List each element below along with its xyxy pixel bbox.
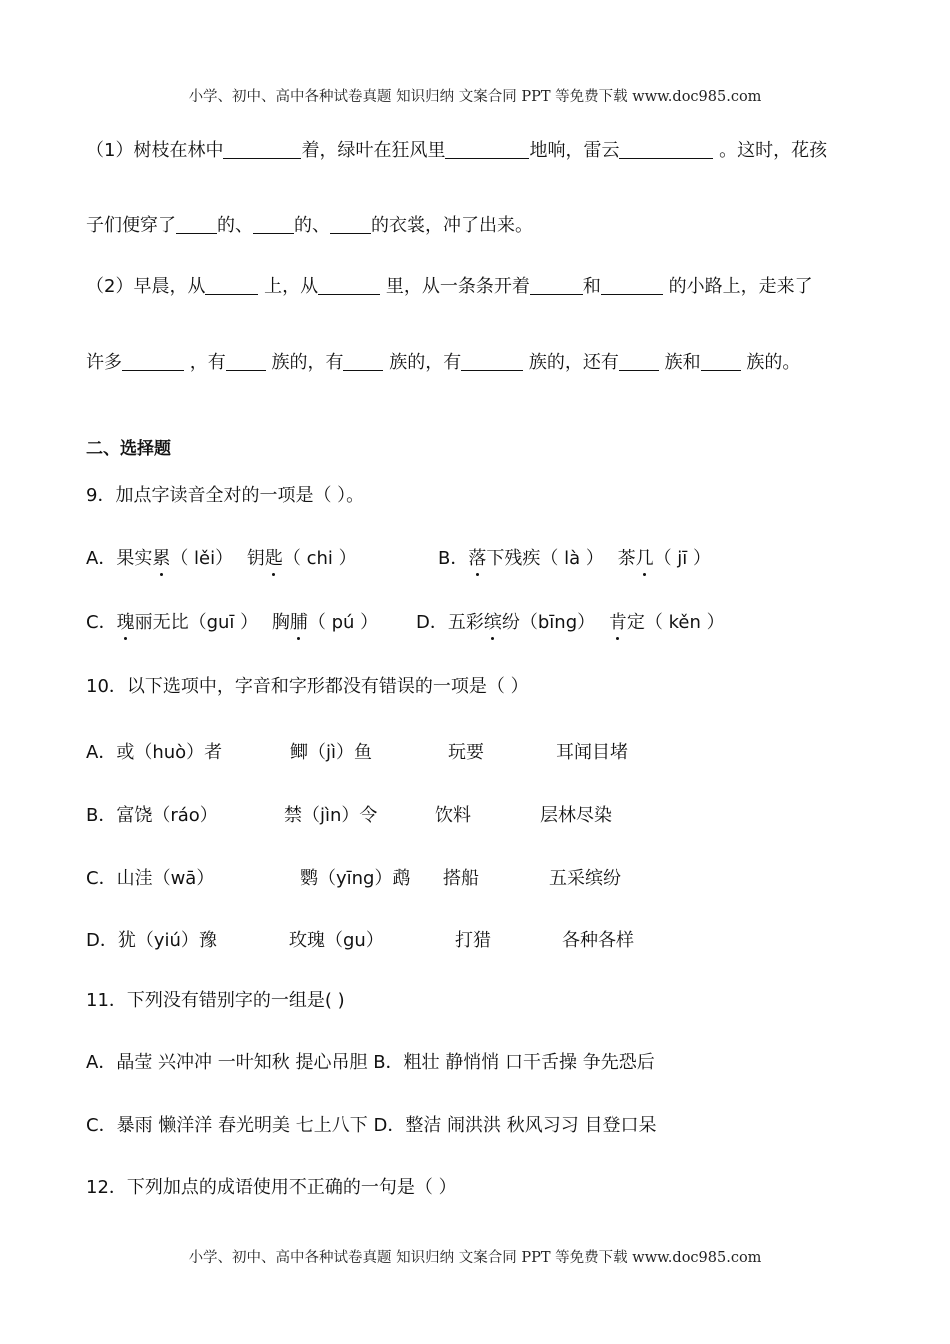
dotted-char: 脯	[289, 612, 308, 633]
answer-blank[interactable]	[601, 274, 663, 295]
section-title: 二、选择题	[86, 439, 171, 459]
dotted-char: 累	[152, 548, 171, 569]
q12-stem: 12．下列加点的成语使用不正确的一句是（ ）	[86, 1177, 457, 1198]
answer-blank[interactable]	[176, 213, 217, 234]
answer-blank[interactable]	[619, 138, 713, 159]
dotted-char: 缤	[483, 612, 502, 633]
answer-blank[interactable]	[701, 350, 741, 371]
q9-option-b[interactable]: B．落下残疾（ là ） 茶几（ jī ）	[438, 548, 712, 569]
fill-q2-line1: （2）早晨，从 上，从 里，从一条条开着 和 的小路上，走来了	[86, 276, 813, 297]
answer-blank[interactable]	[318, 274, 380, 295]
q11-stem: 11．下列没有错别字的一组是( )	[86, 990, 345, 1011]
q10-stem: 10．以下选项中，字音和字形都没有错误的一项是（ ）	[86, 676, 529, 697]
page-header: 小学、初中、高中各种试卷真题 知识归纳 文案合同 PPT 等免费下载 www.doc985.com	[188, 89, 762, 105]
fill-q1-line2: 子们便穿了 的、 的、 的衣裳，冲了出来。	[86, 215, 533, 236]
fill-q1-line1: （1）树枝在林中 着，绿叶在狂风里 地响，雷云 。这时，花孩	[86, 140, 828, 161]
q11-options-cd[interactable]: C．暴雨 懒洋洋 春光明美 七上八下 D．整洁 闹洪洪 秋风习习 目登口呆	[86, 1115, 657, 1136]
answer-blank[interactable]	[253, 213, 294, 234]
dotted-char: 落	[468, 548, 487, 569]
q9-stem: 9．加点字读音全对的一项是（ ）。	[86, 485, 365, 506]
answer-blank[interactable]	[330, 213, 371, 234]
dotted-char: 匙	[264, 548, 283, 569]
q11-options-ab[interactable]: A．晶莹 兴冲冲 一叶知秋 提心吊胆 B．粗壮 静悄悄 口干舌操 争先恐后	[86, 1052, 655, 1073]
dotted-char: 几	[635, 548, 654, 569]
answer-blank[interactable]	[223, 138, 301, 159]
answer-blank[interactable]	[205, 274, 258, 295]
answer-blank[interactable]	[461, 350, 523, 371]
answer-blank[interactable]	[122, 350, 184, 371]
q9-option-c[interactable]: C．瑰丽无比（guī ） 胸脯（ pú ）	[86, 612, 379, 633]
answer-blank[interactable]	[619, 350, 659, 371]
answer-blank[interactable]	[226, 350, 266, 371]
q9-option-d[interactable]: D．五彩缤纷（bīng） 肯定（ kěn ）	[416, 612, 725, 633]
dotted-char: 肯	[608, 612, 627, 633]
page-footer: 小学、初中、高中各种试卷真题 知识归纳 文案合同 PPT 等免费下载 www.doc985.com	[188, 1250, 762, 1266]
dotted-char: 瑰	[116, 612, 135, 633]
answer-blank[interactable]	[343, 350, 383, 371]
answer-blank[interactable]	[445, 138, 529, 159]
answer-blank[interactable]	[530, 274, 583, 295]
q9-option-a[interactable]: A．果实累（ lěi） 钥匙（ chi ）	[86, 548, 357, 569]
fill-q2-line2: 许多 ，有 族的，有 族的，有 族的，还有 族和 族的。	[86, 352, 801, 373]
